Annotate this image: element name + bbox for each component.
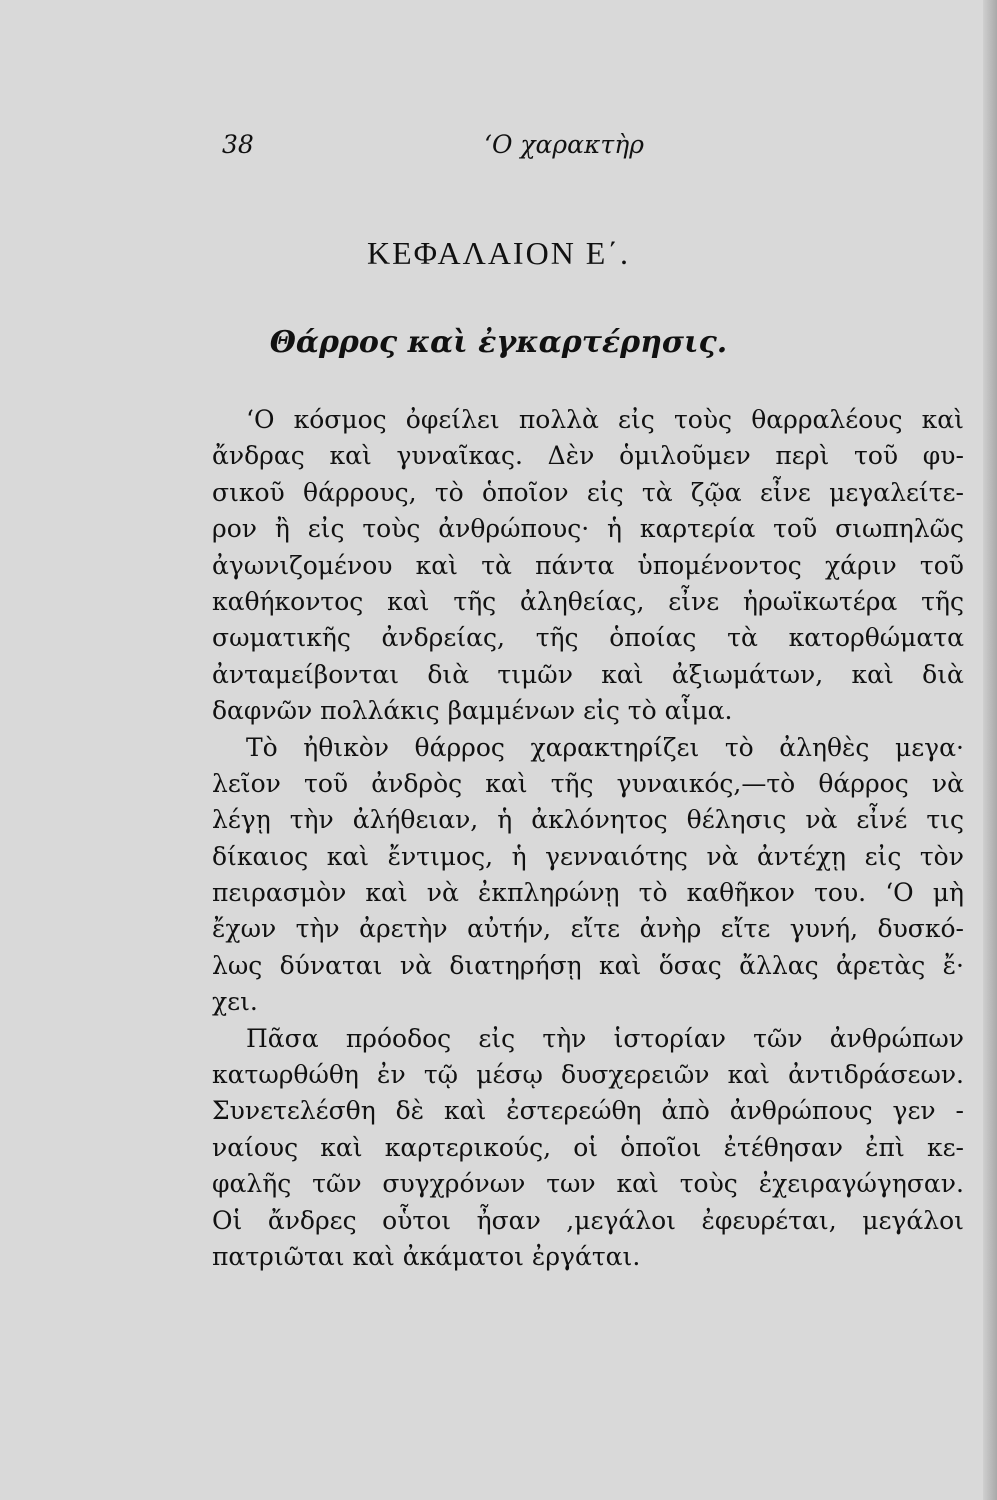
word: ‘Ο <box>885 878 914 908</box>
word: νὰ <box>399 950 432 980</box>
word: τῶν <box>753 1023 803 1053</box>
word: δύναται <box>279 950 383 980</box>
text-line <box>212 730 964 766</box>
word: γενναιότης <box>545 841 688 871</box>
word: τῆς <box>550 768 594 798</box>
word: ζῷα <box>690 477 742 507</box>
word: εἴτε <box>570 914 621 944</box>
text-line <box>212 584 964 620</box>
word: καὶ <box>326 841 370 871</box>
word: καὶ <box>921 405 964 434</box>
word: καὶ <box>329 441 372 471</box>
word: ἀγωνιζομένου <box>212 550 393 580</box>
word: εἰς <box>307 514 345 544</box>
running-header <box>222 130 962 166</box>
word: οἱ <box>573 1132 599 1162</box>
word: ‘Ο <box>246 405 275 434</box>
word: ἀνθρώπους· <box>438 514 590 544</box>
word: κατορθώματα <box>788 623 964 653</box>
word: ἐν <box>377 1060 406 1090</box>
word: τῆς <box>535 623 579 653</box>
word: τοῦ <box>853 441 899 471</box>
word: πολλὰ <box>518 405 599 434</box>
word: ἀξιωμάτων, <box>671 659 824 689</box>
word: εἰς <box>618 405 655 434</box>
word: σιωπηλῶς <box>835 514 964 544</box>
word: νὰ <box>805 805 838 835</box>
word: Τὸ <box>246 732 278 762</box>
word: νὰ <box>426 878 459 908</box>
word: ἀπὸ <box>661 1096 710 1126</box>
word: θαρραλέους <box>751 405 903 434</box>
word: ἀλήθειαν, <box>352 805 479 835</box>
word: ἐστερεώθη <box>506 1096 642 1126</box>
text-line <box>212 1093 964 1129</box>
word: ἡ <box>497 805 513 835</box>
word: νὰ <box>706 841 739 871</box>
word: ἡρωϊκωτέρα <box>743 586 898 616</box>
word: δίκαιος <box>212 841 309 871</box>
word: γυναικός,—τὸ <box>616 768 796 798</box>
word: καθήκοντος <box>212 586 364 616</box>
word: ἡ <box>607 514 622 544</box>
word: καὶ <box>727 1060 770 1090</box>
text-line <box>212 475 964 511</box>
word: του. <box>814 878 867 908</box>
paragraph-2 <box>212 730 964 1021</box>
text-line: χει. <box>212 987 258 1017</box>
word: ἀρετὰς <box>835 950 926 980</box>
text-line <box>212 1057 964 1093</box>
word: τὴν <box>289 805 334 835</box>
word: καὶ <box>415 550 458 580</box>
text-line <box>212 802 964 838</box>
word: περὶ <box>775 441 830 471</box>
word: ἔχων <box>212 914 277 944</box>
word: ἀρετὴν <box>359 914 448 944</box>
word: τὸ <box>638 878 668 908</box>
text-line <box>212 1166 964 1202</box>
word: Συνετελέσθη <box>212 1096 376 1126</box>
word: ἢ <box>274 514 290 544</box>
body-text <box>212 402 964 1275</box>
text-line <box>212 548 964 584</box>
word: τοὺς <box>673 405 733 434</box>
word: ἀκλόνητος <box>531 805 668 835</box>
text-line <box>212 1021 964 1057</box>
word: ἐκπληρώνῃ <box>477 878 620 908</box>
page-edge-shadow <box>983 0 997 1500</box>
word: φαλῆς <box>212 1169 292 1199</box>
word: γεν <box>892 1096 936 1126</box>
word: πρόοδος <box>345 1023 452 1053</box>
word: μεγαλείτε- <box>829 477 964 507</box>
word: ἀνθρώπους <box>729 1096 873 1126</box>
word: Δὲν <box>547 441 595 471</box>
word: ἀντέχῃ <box>757 841 847 871</box>
text-line <box>212 875 964 911</box>
text-line <box>212 766 964 802</box>
word: ἀνταμείβονται <box>212 659 400 689</box>
text-line <box>212 620 964 656</box>
word: τῆς <box>453 586 497 616</box>
word: καρτερικούς, <box>384 1132 552 1162</box>
word: ρον <box>212 514 257 544</box>
word: ὀφείλει <box>405 405 500 434</box>
word: καρτερία <box>639 514 756 544</box>
word: γυνή, <box>789 914 859 944</box>
word: ὅσας <box>658 950 722 980</box>
word: τῶν <box>312 1169 362 1199</box>
word: εἶνε <box>668 586 720 616</box>
word: τοῦ <box>773 514 818 544</box>
page-number: 38 <box>222 130 254 159</box>
text-line <box>212 1203 964 1239</box>
word: ναίους <box>212 1132 299 1162</box>
word: εἶνέ <box>856 805 908 835</box>
text-line: πατριῶται καὶ ἀκάματοι ἐργάται. <box>212 1241 641 1271</box>
word: ἀνθρώπων <box>829 1023 964 1053</box>
word: κόσμος <box>293 405 387 434</box>
word: τῷ <box>423 1060 459 1090</box>
word: ἱστορίαν <box>613 1023 726 1053</box>
word: μὴ <box>932 878 964 908</box>
word: αὐτήν, <box>467 914 552 944</box>
word: καὶ <box>443 1096 487 1126</box>
word: ἀνδρείας, <box>381 623 505 653</box>
section-title: Θάρρος καὶ ἐγκαρτέρησις. <box>269 325 728 360</box>
running-title: ‘Ο χαρακτὴρ <box>484 130 644 159</box>
word: ἔντιμος, <box>387 841 494 871</box>
word: τῆς <box>921 586 964 616</box>
word: καὶ <box>485 768 528 798</box>
word: των <box>546 1169 596 1199</box>
word: κατωρθώθη <box>212 1060 359 1090</box>
word: τοῦ <box>304 768 349 798</box>
text-line <box>212 948 964 984</box>
word: καθῆκον <box>686 878 795 908</box>
word: ὁποῖοι <box>620 1132 702 1162</box>
word: λέγῃ <box>212 805 271 835</box>
word: τοὺς <box>679 1169 738 1199</box>
word: ἀνὴρ <box>639 914 702 944</box>
word: ἐτέθησαν <box>723 1132 843 1162</box>
word: ὁποῖον <box>481 477 569 507</box>
word: εἴτε <box>720 914 771 944</box>
word: κε- <box>926 1132 964 1162</box>
word: ἀντιδράσεων. <box>788 1060 964 1090</box>
word: νὰ <box>931 768 964 798</box>
word: Πᾶσα <box>246 1023 319 1053</box>
word: καὶ <box>851 659 894 689</box>
paragraph-3 <box>212 1021 964 1276</box>
word: τὴν <box>542 1023 587 1053</box>
word: τὸ <box>434 477 464 507</box>
word: ἄλλας <box>739 950 819 980</box>
word: τὰ <box>641 477 673 507</box>
word: θάρρους, <box>303 477 417 507</box>
word: ἄνδρες <box>267 1205 357 1235</box>
text-line <box>212 839 964 875</box>
word: καὶ <box>616 1169 659 1199</box>
word: ἀληθείας, <box>520 586 645 616</box>
word: δυσχερειῶν <box>561 1060 710 1090</box>
word: μεγα· <box>894 732 964 762</box>
word: ἐχειραγώγησαν. <box>758 1169 964 1199</box>
paragraph-1 <box>212 402 964 730</box>
word: εἰς <box>478 1023 516 1053</box>
word: εἰς <box>864 841 902 871</box>
word: τὰ <box>727 623 758 653</box>
word: γυναῖκας. <box>396 441 523 471</box>
word: ,μεγάλοι <box>566 1205 676 1235</box>
word: ὑπομένοντος <box>637 550 802 580</box>
word: πάντα <box>535 550 615 580</box>
word: καὶ <box>601 659 644 689</box>
word: πειρασμὸν <box>212 878 347 908</box>
word: σωματικῆς <box>212 623 351 653</box>
word: φυ- <box>922 441 964 471</box>
word: θέλησις <box>686 805 787 835</box>
word: ἐπὶ <box>865 1132 905 1162</box>
word: ἀνδρὸς <box>371 768 463 798</box>
word: ἄνδρας <box>212 441 305 471</box>
text-line <box>212 511 964 547</box>
word: λως <box>212 950 263 980</box>
text-line <box>212 438 964 474</box>
word: τὸ <box>724 732 754 762</box>
word: θάρρος <box>818 768 909 798</box>
text-line <box>212 911 964 947</box>
word: χαρακτηρίζει <box>530 732 700 762</box>
text-line <box>212 1130 964 1166</box>
text-line <box>212 402 964 438</box>
word: εἰς <box>586 477 624 507</box>
word: καὶ <box>387 586 430 616</box>
word: ἡ <box>511 841 527 871</box>
word: οὗτοι <box>382 1205 452 1235</box>
word: καὶ <box>599 950 642 980</box>
word: τὸν <box>919 841 964 871</box>
chapter-title: ΚΕΦΑΛΑΙΟΝ Ε΄. <box>366 235 630 271</box>
word: ἀληθὲς <box>779 732 870 762</box>
word: ὁποίας <box>609 623 697 653</box>
word: μέσῳ <box>476 1060 543 1090</box>
word: χάριν <box>824 550 897 580</box>
text-line <box>212 657 964 693</box>
word: ἠθικὸν <box>303 732 389 762</box>
word: μεγάλοι <box>862 1205 964 1235</box>
word: ἔ· <box>942 950 964 980</box>
word: ἦσαν <box>476 1205 541 1235</box>
word: - <box>955 1096 964 1126</box>
word: τοῦ <box>919 550 964 580</box>
word: καὶ <box>320 1132 363 1162</box>
word: Οἱ <box>212 1205 243 1235</box>
word: σικοῦ <box>212 477 285 507</box>
word: δὲ <box>395 1096 425 1126</box>
word: δυσκό- <box>877 914 964 944</box>
word: τις <box>926 805 964 835</box>
word: ὁμιλοῦμεν <box>619 441 751 471</box>
word: συγχρόνων <box>382 1169 526 1199</box>
word: τιμῶν <box>497 659 573 689</box>
word: τὴν <box>295 914 340 944</box>
word: τὰ <box>481 550 512 580</box>
word: διατηρήσῃ <box>449 950 582 980</box>
word: τοὺς <box>362 514 421 544</box>
word: λεῖον <box>212 768 281 798</box>
word: διὰ <box>427 659 470 689</box>
word: θάρρος <box>414 732 505 762</box>
word: ἐφευρέται, <box>701 1205 837 1235</box>
word: εἶνε <box>759 477 811 507</box>
text-line: δαφνῶν πολλάκις βαμμένων εἰς τὸ αἷμα. <box>212 696 733 726</box>
word: διὰ <box>922 659 964 689</box>
word: καὶ <box>365 878 408 908</box>
